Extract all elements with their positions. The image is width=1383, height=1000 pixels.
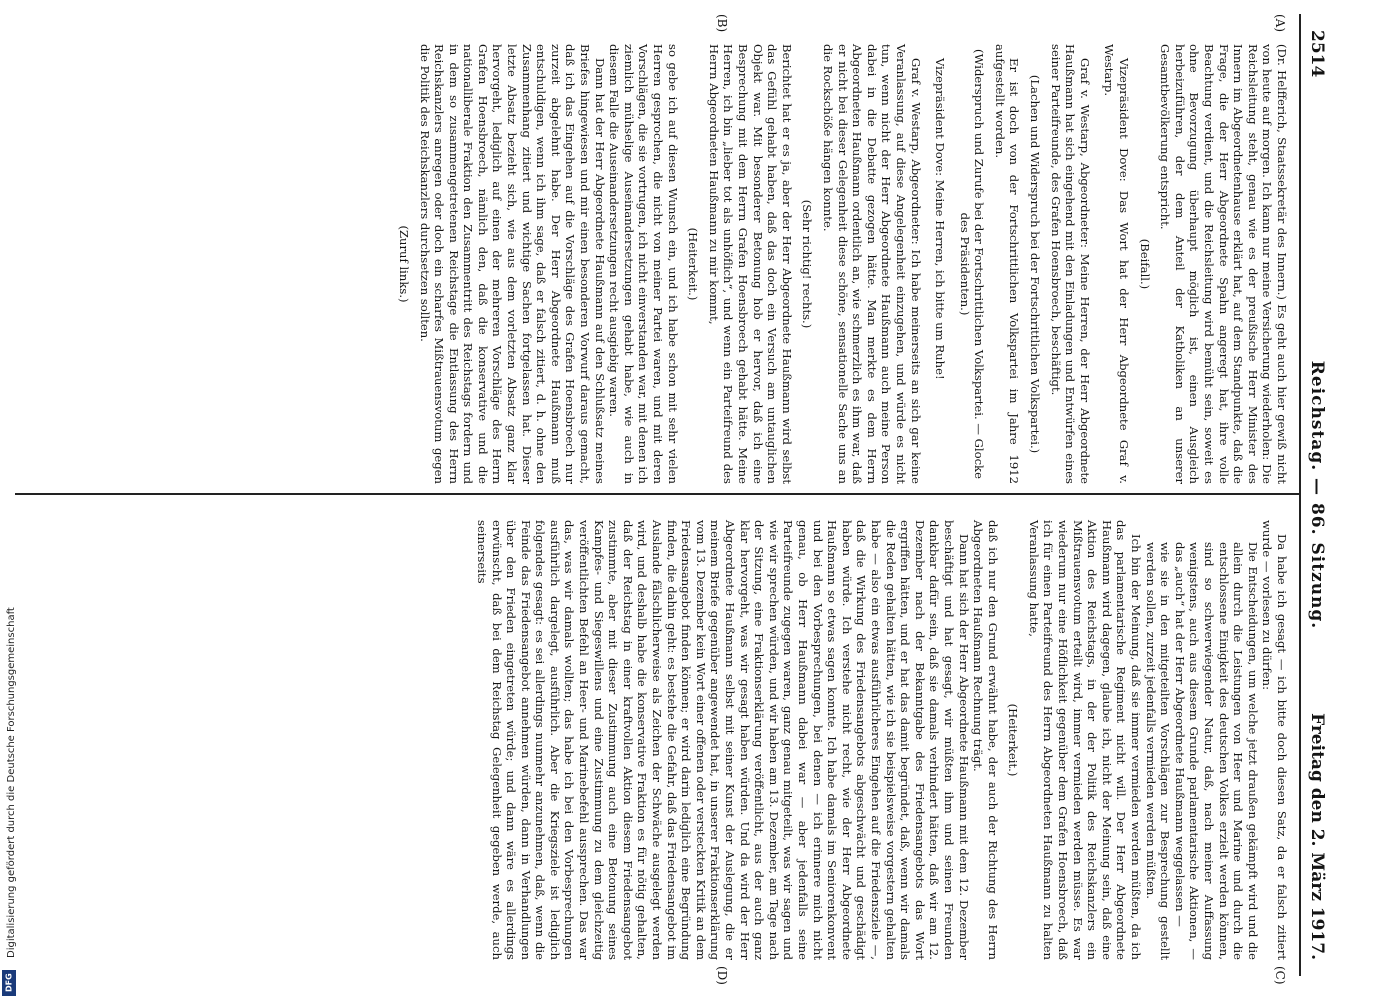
paragraph: Dann hat sich der Herr Abgeordnete Haußmann mit dem 12. Dezember beschäftigt und hat gesagt, wir müßten ihm und seinen Freunden dankbar dafür sein, daß sie damals verhindert hätten, daß wir am 12. Dezember nach der Bekanntgabe des Friedensangebots das Wort ergriffen hätten, und er hat das damit begründet, daß, wenn wir damals die Reden gehalten hätten, wie ich sie beispielsweise vorgestern gehalten habe — also ein etwas ausführlicheres Eingehen auf die Friedensziele —, daß die Wirkung des Friedensangebots abgeschwächt und geschädigt haben würde. Ich verstehe nicht recht, wie der Herr Abgeordnete Haußmann so etwas sagen konnte. Ich habe damals im Seniorenkonvent und bei den Vorbesprechungen, bei denen — ich erinnere mich nicht genau, ob Herr Haußmann dabei war — aber jedenfalls seine Parteifreunde zugegen waren, ganz genau mitgeteilt, was wir sagen und wie wir sprechen würden, und wir haben am 13. Dezember, am Tage nach der Sitzung, eine Fraktionserklärung veröffentlicht, aus der auch ganz klar hervorgeht, was wir gesagt haben würden. Und da wird der Herr Abgeordnete Haußmann selbst mit seiner Kunst der Auslegung, die er meinem Briefe gegenüber angewendet hat, in unserer Fraktionserklärung vom 13. Dezember kein Wort einer offenen oder versteckten Kritik an dem Friedensangebot finden können; er wird darin lediglich eine Begründung finden, die dahin geht: es bestehe die Gefahr, daß das Friedensangebot im Auslande fälschlicherweise als Zeichen der Schwäche ausgelegt werden wird, und deshalb habe die konservative Fraktion es für nötig gehalten, daß der Reichstag in einer kraftvollen Aktion diesem Friedensangebot zustimmte, aber mit dieser Zustimmung auch eine Betonung seines Kampfes- und Siegeswillens und eine Zustimmung zu dem gleichzeitig veröffentlichten Befehl an Heer- und Marinebefehl aussprechen. Das war das, was wir damals wollten; das habe ich bei den Vorbesprechungen ausführlich dargelegt, ausführlich. Aber die Kriegsziele ist lediglich folgendes gesagt: es sei allerdings nunmehr anzunehmen, daß, wenn die Feinde das Friedensangebot annehmen würden, dann in Verhandlungen über den Frieden eingetreten würde; und dann wäre es allerdings erwünscht, daß bei dem Reichstag Gelegenheit gegeben werde, auch seinerseits [474,520,971,960]
session-title: Reichstag. — 86. Sitzung. [1307,360,1327,630]
interjection: (Lachen und Widerspruch bei der Fortschrittlichen Volkspartei.) [1028,74,1043,454]
paragraph: Er ist doch von der Fortschrittlichen Volkspartei im Jahre 1912 aufgestellt worden. [992,44,1022,484]
paragraph: Ich bin der Meinung, daß sie immer vermieden werden müßten, da ich das parlamentarische Regiment nicht will. Der Herr Abgeordnete Haußmann wird dagegen, glaube ich, nicht der Meinung sein, daß eine Aktion des Reichstags, in der der Politik des Reichskanzlers ein Mißtrauensvotum erteilt wird, immer vermieden werden müsse. Es war wiederum nur eine Höflichkeit gegenüber dem Grafen Hoensbroech, daß ich für einen Parteifreund des Herrn Abgeordneten Haußmann zu halten Veranlassung hatte, [1026,520,1144,960]
page-header [1297,30,1327,960]
page-number: 2514 [1307,30,1327,78]
paragraph: Vizepräsident Dove: Meine Herren, ich bitte um Ruhe! [933,58,948,380]
paragraph: Graf v. Westarp, Abgeordneter: Meine Herren, der Herr Abgeordnete Haußmann hat sich eingehend mit den Einladungen und Entwürfen eines seiner Parteifreunde, des Grafen Hoensbroech, beschäftigt. [1048,44,1092,484]
dfg-logo-icon: DFG [2,970,16,996]
right-column [474,520,1289,960]
quotation: wie sie in den mitgeteilten Vorschlägen zur Besprechung gestellt werden sollen, zurzeit jedenfalls vermieden werden müßten. [1143,542,1173,960]
digitization-sidebar [0,0,20,1000]
paragraph: (Dr. Helfferich, Staatssekretär des Innern.) Es geht auch hier gewiß nicht von heute auf morgen. Ich kann nur meine Versicherung wiederholen: Die Reichsleitung steht, genau wie es der preußische Herr Minister des Innern im Abgeordnetenhause erklärt hat, auf dem Standpunkte, daß die Frage, die der Herr Abgeordnete Spahn angeregt hat, ihre volle Beachtung verdient, und die Reichsleitung wird bemüht sein, soweit es ohne Bevorzugung überhaupt möglich ist, einen Ausgleich herbeizuführen, der dem Anteil der Katholiken an unserer Gesamtbevölkerung entspricht. [1158,44,1289,484]
margin-marker-a: (A) [1273,14,1287,33]
paragraph: Berichtet hat er es ja, aber der Herr Abgeordnete Haußmann wird selbst das Gefühl gehabt haben, daß das doch ein Versuch am untauglichen Objekt war. Mit besonderer Betonung hob er hervor, daß ich eine Besprechung mit dem Herrn Grafen Hoensbroech gehabt hätte. Meine Herren, ich bin „lieber tot als unhöflich“, und wenn ein Parteifreund des Herrn Abgeordneten Haußmann zu mir kommt, [706,44,794,484]
dfg-credit-text: Digitalisierung gefördert durch die Deutsche Forschungsgemeinschaft [6,607,17,958]
interjection: (Heiterkeit.) [1006,703,1021,777]
interjection: (Zuruf links.) [396,225,411,303]
quotation: Die Entscheidungen, um welche jetzt draußen gekämpft wird und die allein durch die Leistungen von Heer und Marine und durch die entschlossene Einigkeit des deutschen Volkes erzielt werden können, sind so schwerwiegender Natur, daß, nach meiner Auffassung wenigstens, auch aus diesem Grunde parlamentarische Aktionen, — das „auch“ hat der Herr Abgeordnete Haußmann weggelassen — [1172,542,1260,960]
newspaper-page [5,0,1335,990]
column-divider [15,493,1299,495]
left-column [390,44,1289,484]
margin-marker-b: (B) [715,14,729,33]
paragraph: Vizepräsident Dove: Das Wort hat der Herr Abgeordnete Graf v. Westarp. [1102,44,1132,484]
margin-marker-c: (C) [1273,966,1287,985]
interjection: (Heiterkeit.) [686,227,701,301]
interjection: (Widerspruch und Zurufe bei der Fortschrittlichen Volkspartei. — Glocke des Präsidenten.) [957,49,987,479]
paragraph: Graf v. Westarp, Abgeordneter: Ich habe meinerseits an sich gar keine Veranlassung, auf diese Angelegenheit einzugehen, und würde es nicht tun, wenn nicht der Herr Abgeordnete Haußmann auch meine Person dabei in die Debatte gezogen hätte. Man merkte es dem Herrn Abgeordneten Haußmann ordentlich an, wie schmerzlich es ihm war, daß er nicht bei dieser Gelegenheit diese schöne, sensationelle Sache uns an die Rockschöße hängen konnte. [820,44,923,484]
interjection: (Sehr richtig! rechts.) [800,199,815,329]
paragraph: Da habe ich gesagt — ich bitte doch diesen Satz, da er falsch zitiert wurde — vorlesen zu dürfen: [1260,520,1289,960]
paragraph: daß ich nur den Grund erwähnt habe, der auch der Richtung des Herrn Abgeordneten Haußmann Rechnung trägt. [971,520,1000,960]
margin-marker-d: (D) [715,966,729,985]
interjection: (Beifall.) [1137,238,1152,290]
paragraph: so gebe ich auf diesen Wunsch ein, und ich habe schon mit sehr vielen Herren gesprochen, die nicht von meiner Partei waren, und mit deren Vorschlägen, die sie vortrugen, ich nicht einverstanden war, mit denen ich ziemlich mühselige Auseinandersetzungen gehabt habe, wie auch in diesem Falle die Auseinandersetzungen recht ausgiebig waren. [607,44,680,484]
paragraph: Dann hat der Herr Abgeordnete Haußmann auf den Schlußsatz meines Briefes hingewiesen und mir einen besonderen Vorwurf daraus gemacht, daß ich das Eingehen auf die Vorschläge des Grafen Hoensbroech nur zurzeit abgelehnt habe. Der Herr Abgeordnete Haußmann muß entschuldigen, wenn ich ihm sage, daß er falsch zitiert, d. h. ohne den Zusammenhang zitiert und wichtige Sachen fortgelassen hat. Dieser letzte Absatz bezieht sich, wie aus dem vorletzten Absatz ganz klar hervorgeht, lediglich auf einen der mehreren Vorschläge des Herrn Grafen Hoensbroech, nämlich den, daß die konservative und die nationalliberale Fraktion den Zusammentritt des Reichstags fordern und in dem so zusammengetretenen Reichstage die Entlassung des Herrn Reichskanzlers anregen oder doch ein scharfes Mißtrauensvotum gegen die Politik des Reichskanzlers durchsetzen sollten. [417,44,607,484]
session-date: Freitag den 2. März 1917. [1307,713,1327,960]
